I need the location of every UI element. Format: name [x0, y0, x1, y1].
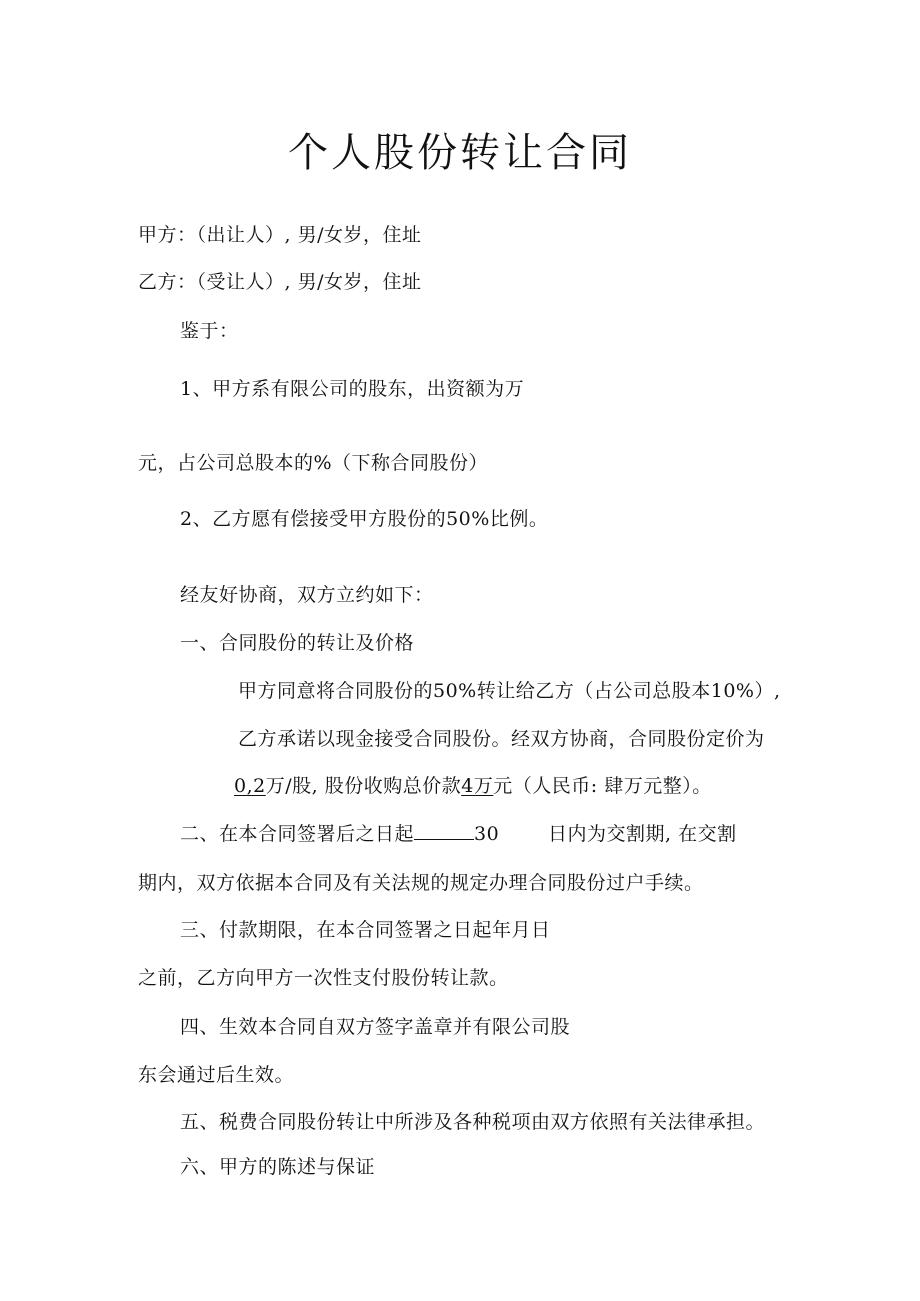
clause-2-suffix: 日内为交割期, 在交割	[548, 823, 737, 845]
recital-2: 2、乙方愿有偿接受甲方股份的50%比例。	[180, 508, 549, 530]
clause-4-line-2: 东会通过后生效。	[138, 1064, 295, 1086]
party-a-line: 甲方：（出让人）, 男/女岁，住址	[138, 224, 422, 246]
clause-3-line-2: 之前，乙方向甲方一次性支付股份转让款。	[138, 967, 509, 989]
recital-1-line-1: 1、甲方系有限公司的股东，出资额为万	[180, 378, 525, 400]
price-unit-text: 万/股, 股份收购总价款	[265, 775, 462, 797]
clause-4-line-1: 四、生效本合同自双方签字盖章并有限公司股	[180, 1016, 571, 1038]
clause-2-line-2: 期内，双方依据本合同及有关法规的规定办理合同股份过户手续。	[138, 872, 704, 894]
clause-2-prefix: 二、在本合同签署后之日起	[180, 823, 415, 845]
party-b-line: 乙方：（受让人）, 男/女岁，住址	[138, 271, 422, 293]
clause-3-line-1: 三、付款期限，在本合同签署之日起年月日	[180, 919, 551, 941]
recital-1-line-2: 元，占公司总股本的%（下称合同股份）	[138, 452, 489, 474]
total-price-rest: 元（人民币: 肆万元整）。	[493, 775, 712, 797]
agreement-intro: 经友好协商，双方立约如下：	[180, 584, 434, 606]
delivery-days: 30	[474, 823, 500, 845]
clause-1-para-2: 乙方承诺以现金接受合同股份。经双方协商，合同股份定价为	[238, 728, 765, 750]
blank-underline	[414, 821, 474, 840]
clause-1-title: 一、合同股份的转让及价格	[180, 632, 415, 654]
clause-1-para-1: 甲方同意将合同股份的50%转让给乙方（占公司总股本10%）,	[238, 680, 781, 702]
clause-1-para-3	[234, 773, 712, 799]
clause-2-line-1	[180, 821, 737, 847]
total-price: 4万	[461, 775, 494, 797]
whereas-heading: 鉴于：	[180, 320, 239, 342]
clause-5: 五、税费合同股份转让中所涉及各种税项由双方依照有关法律承担。	[180, 1111, 766, 1133]
clause-6-title: 六、甲方的陈述与保证	[180, 1156, 376, 1178]
price-per-share: 0,2	[234, 775, 266, 797]
document-title: 个人股份转让合同	[288, 130, 632, 176]
